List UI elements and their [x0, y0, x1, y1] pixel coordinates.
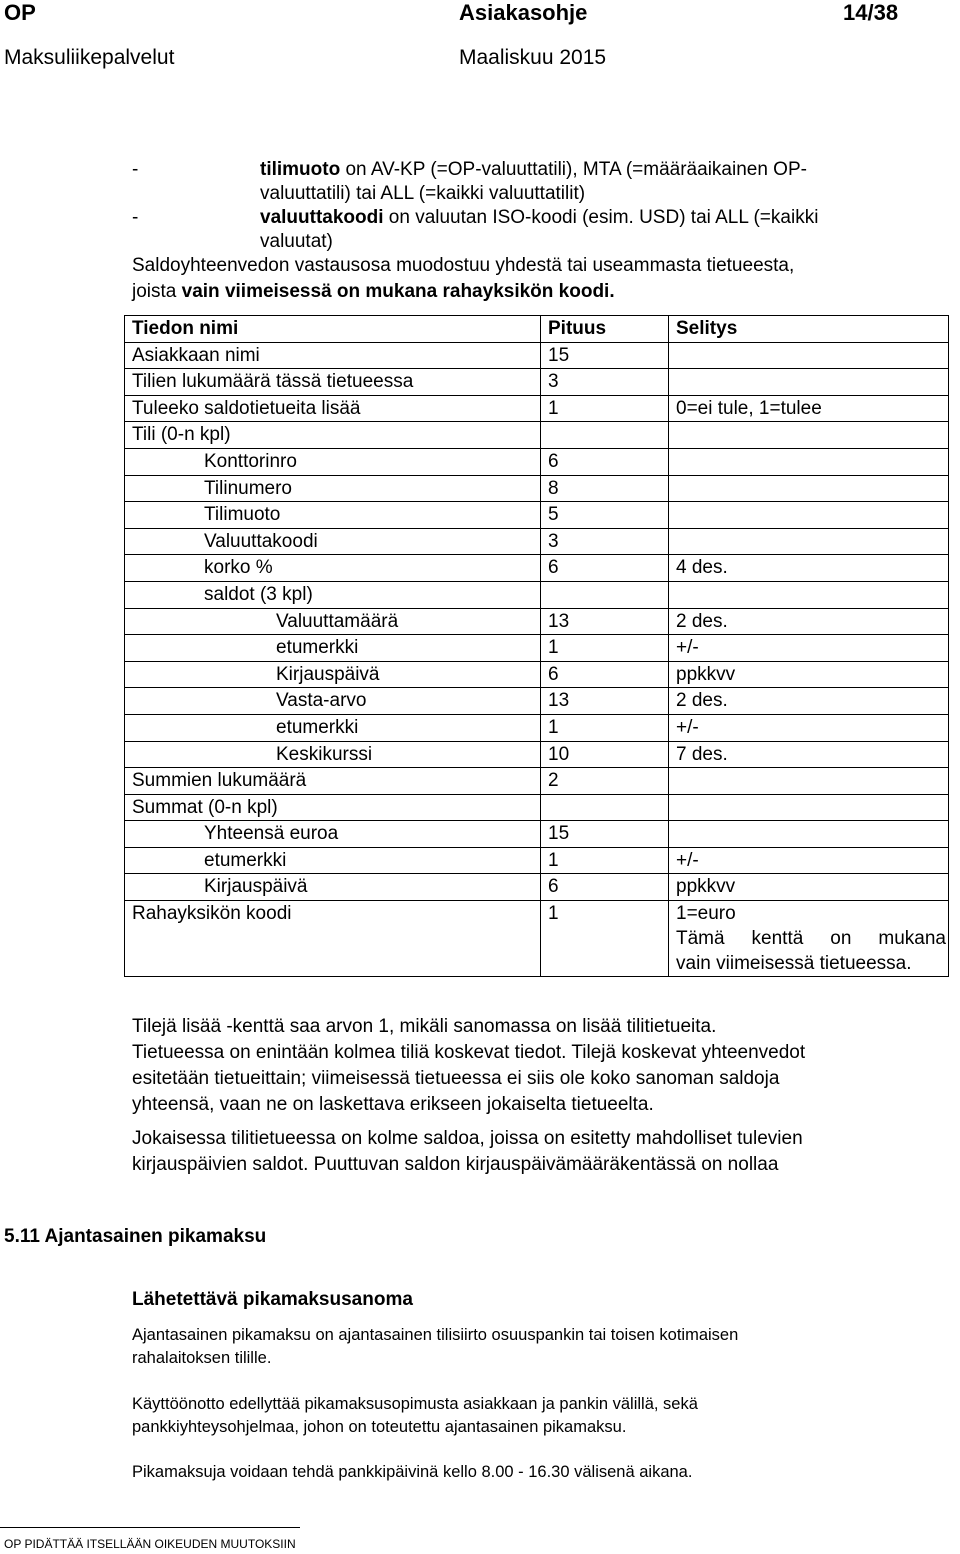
- field-name-cell: [125, 874, 541, 901]
- field-name: Tili (0-n kpl): [132, 424, 231, 446]
- field-length: 6: [541, 448, 669, 475]
- field-name: Tuleeko saldotietueita lisää: [132, 397, 361, 419]
- doc-type: Asiakasohje: [459, 0, 588, 25]
- field-name-cell: [125, 475, 541, 502]
- field-name-cell: [125, 794, 541, 821]
- field-length: 1: [541, 901, 669, 977]
- table-row: [125, 741, 949, 768]
- footer-text: OP PIDÄTTÄÄ ITSELLÄÄN OIKEUDEN MUUTOKSIIN: [4, 1537, 296, 1551]
- field-name: Tilimuoto: [204, 504, 281, 526]
- field-name-cell: [125, 688, 541, 715]
- table-row: [125, 581, 949, 608]
- table-row: [125, 847, 949, 874]
- field-name-cell: [125, 821, 541, 848]
- col-header-name: Tiedon nimi: [125, 316, 541, 343]
- field-description: +/-: [669, 714, 949, 741]
- col-header-length: Pituus: [541, 316, 669, 343]
- field-name-cell: [125, 342, 541, 369]
- field-name: Vasta-arvo: [276, 690, 367, 712]
- field-name: Rahayksikön koodi: [125, 901, 541, 977]
- bullet-term: valuuttakoodi: [260, 207, 384, 228]
- field-length: 1: [541, 635, 669, 662]
- paragraph-line: Tietueessa on enintään kolmea tiliä koskevat tiedot. Tilejä koskevat yhteenvedot: [132, 1042, 806, 1063]
- field-description: 4 des.: [669, 555, 949, 582]
- field-name: Kirjauspäivä: [276, 663, 380, 685]
- paragraph-line: Käyttöönotto edellyttää pikamaksusopimusta asiakkaan ja pankin välillä, sekä: [132, 1395, 698, 1413]
- field-length: 6: [541, 661, 669, 688]
- field-description: ppkkvv: [669, 874, 949, 901]
- field-description: [669, 794, 949, 821]
- table-row: [125, 821, 949, 848]
- table-row: [125, 475, 949, 502]
- description-line: Tämä kenttä on mukana: [676, 928, 946, 950]
- field-name: saldot (3 kpl): [204, 583, 313, 605]
- field-name-cell: [125, 422, 541, 449]
- table-row: [125, 555, 949, 582]
- table-header-row: [125, 316, 949, 343]
- field-length: 1: [541, 847, 669, 874]
- field-description: 2 des.: [669, 608, 949, 635]
- field-name: Summien lukumäärä: [132, 770, 307, 792]
- table-row: [125, 794, 949, 821]
- table-row: [125, 608, 949, 635]
- description-line: 1=euro: [676, 903, 736, 925]
- paragraph-line: Pikamaksuja voidaan tehdä pankkipäivinä kello 8.00 - 16.30 välisenä aikana.: [132, 1463, 693, 1481]
- field-description: [669, 821, 949, 848]
- field-name: Yhteensä euroa: [204, 823, 339, 845]
- field-name: Valuuttamäärä: [276, 610, 399, 632]
- bullet-text: on valuutan ISO-koodi (esim. USD) tai ALL (=kaikki: [383, 207, 819, 228]
- bullet-text-cont: valuuttatili) tai ALL (=kaikki valuuttatilit): [260, 183, 586, 204]
- paragraph-line: Ajantasainen pikamaksu on ajantasainen tilisiirto osuuspankin tai toisen kotimaisen: [132, 1326, 739, 1344]
- field-description: 0=ei tule, 1=tulee: [669, 395, 949, 422]
- doc-date: Maaliskuu 2015: [459, 46, 607, 69]
- field-description: [669, 422, 949, 449]
- field-length: 2: [541, 768, 669, 795]
- field-length: 13: [541, 688, 669, 715]
- section-subheading: Lähetettävä pikamaksusanoma: [132, 1289, 413, 1310]
- field-length: [541, 581, 669, 608]
- paragraph-line: yhteensä, vaan ne on laskettava erikseen jokaiselta tietueelta.: [132, 1094, 654, 1115]
- paragraph-line: rahalaitoksen tilille.: [132, 1349, 272, 1367]
- field-spec-table: [124, 315, 949, 977]
- field-name: Summat (0-n kpl): [132, 796, 278, 818]
- field-name-cell: [125, 448, 541, 475]
- field-description: [669, 342, 949, 369]
- table-row: [125, 688, 949, 715]
- field-name-cell: [125, 741, 541, 768]
- field-name-cell: [125, 714, 541, 741]
- field-description: +/-: [669, 635, 949, 662]
- company-name: OP: [4, 0, 36, 25]
- table-row: [125, 369, 949, 396]
- bullet-term: tilimuoto: [260, 159, 341, 180]
- field-description: [669, 768, 949, 795]
- bullet-tilimuoto: [132, 158, 892, 208]
- field-name: Kirjauspäivä: [204, 876, 308, 898]
- bullet-text-cont: valuutat): [260, 231, 333, 252]
- field-description: [669, 448, 949, 475]
- field-name-cell: [125, 661, 541, 688]
- paragraph-saldot: [132, 1126, 932, 1178]
- field-length: 1: [541, 395, 669, 422]
- description-line: vain viimeisessä tietueessa.: [676, 953, 912, 975]
- field-name: etumerkki: [276, 716, 359, 738]
- field-length: [541, 422, 669, 449]
- table-row: [125, 714, 949, 741]
- field-description: [669, 369, 949, 396]
- field-name-cell: [125, 847, 541, 874]
- table-row: [125, 422, 949, 449]
- field-name: korko %: [204, 557, 273, 579]
- field-length: 5: [541, 502, 669, 529]
- paragraph-line: pankkiyhteysohjelmaa, johon on toteutettu ajantasainen pikamaksu.: [132, 1418, 627, 1436]
- intro-emphasis: vain viimeisessä on mukana rahayksikön koodi.: [181, 281, 615, 302]
- table-row: [125, 901, 949, 977]
- field-name-cell: [125, 369, 541, 396]
- field-name-cell: [125, 581, 541, 608]
- table-row: [125, 528, 949, 555]
- field-description: [669, 901, 949, 977]
- field-description: [669, 502, 949, 529]
- field-length: 13: [541, 608, 669, 635]
- field-name-cell: [125, 555, 541, 582]
- paragraph-line: kirjauspäivien saldot. Puuttuvan saldon kirjauspäivämääräkentässä on nollaa: [132, 1154, 779, 1175]
- col-header-description: Selitys: [669, 316, 949, 343]
- field-name: Tilinumero: [204, 477, 292, 499]
- field-name-cell: [125, 502, 541, 529]
- intro-line: Saldoyhteenvedon vastausosa muodostuu yhdestä tai useammasta tietueesta,: [132, 255, 795, 276]
- field-length: 10: [541, 741, 669, 768]
- section-heading: 5.11 Ajantasainen pikamaksu: [4, 1226, 267, 1247]
- field-length: 15: [541, 821, 669, 848]
- field-name: Keskikurssi: [276, 743, 373, 765]
- section-name: Maksuliikepalvelut: [4, 46, 175, 69]
- section-paragraph-3: [132, 1461, 932, 1484]
- field-length: 8: [541, 475, 669, 502]
- field-description: 7 des.: [669, 741, 949, 768]
- intro-line-start: joista: [132, 281, 182, 302]
- bullet-text: on AV-KP (=OP-valuuttatili), MTA (=määräaikainen OP-: [340, 159, 807, 180]
- section-paragraph-2: [132, 1393, 932, 1439]
- table-row: [125, 395, 949, 422]
- field-name-cell: [125, 528, 541, 555]
- footer-divider: [0, 1527, 300, 1528]
- field-length: 3: [541, 528, 669, 555]
- field-length: 1: [541, 714, 669, 741]
- field-name: Valuuttakoodi: [204, 530, 318, 552]
- paragraph-line: Jokaisessa tilitietueessa on kolme saldoa, joissa on esitetty mahdolliset tulevien: [132, 1128, 803, 1149]
- field-length: 3: [541, 369, 669, 396]
- field-description: [669, 475, 949, 502]
- section-paragraph-1: [132, 1324, 932, 1370]
- table-row: [125, 661, 949, 688]
- field-length: [541, 794, 669, 821]
- table-row: [125, 768, 949, 795]
- table-row: [125, 874, 949, 901]
- intro-paragraph: [132, 253, 932, 305]
- field-length: 15: [541, 342, 669, 369]
- field-length: 6: [541, 874, 669, 901]
- field-description: +/-: [669, 847, 949, 874]
- bullet-valuuttakoodi: [132, 206, 892, 256]
- field-name-cell: [125, 608, 541, 635]
- field-name-cell: [125, 768, 541, 795]
- paragraph-tilit: [132, 1014, 932, 1118]
- table-row: [125, 502, 949, 529]
- field-name: Asiakkaan nimi: [132, 344, 260, 366]
- field-description: [669, 581, 949, 608]
- page-number: 14/38: [843, 0, 899, 25]
- paragraph-line: esitetään tietueittain; viimeisessä tietueessa ei siis ole koko sanoman saldoja: [132, 1068, 780, 1089]
- table-row: [125, 635, 949, 662]
- bullet-dash: -: [132, 207, 139, 228]
- field-name: etumerkki: [204, 849, 287, 871]
- field-description: 2 des.: [669, 688, 949, 715]
- field-name: etumerkki: [276, 637, 359, 659]
- field-name: Tilien lukumäärä tässä tietueessa: [132, 371, 414, 393]
- paragraph-line: Tilejä lisää -kenttä saa arvon 1, mikäli sanomassa on lisää tilitietueita.: [132, 1016, 717, 1037]
- field-description: ppkkvv: [669, 661, 949, 688]
- field-name: Konttorinro: [204, 450, 297, 472]
- table-row: [125, 342, 949, 369]
- field-name-cell: [125, 635, 541, 662]
- field-description: [669, 528, 949, 555]
- bullet-dash: -: [132, 159, 139, 180]
- field-name-cell: [125, 395, 541, 422]
- table-row: [125, 448, 949, 475]
- field-length: 6: [541, 555, 669, 582]
